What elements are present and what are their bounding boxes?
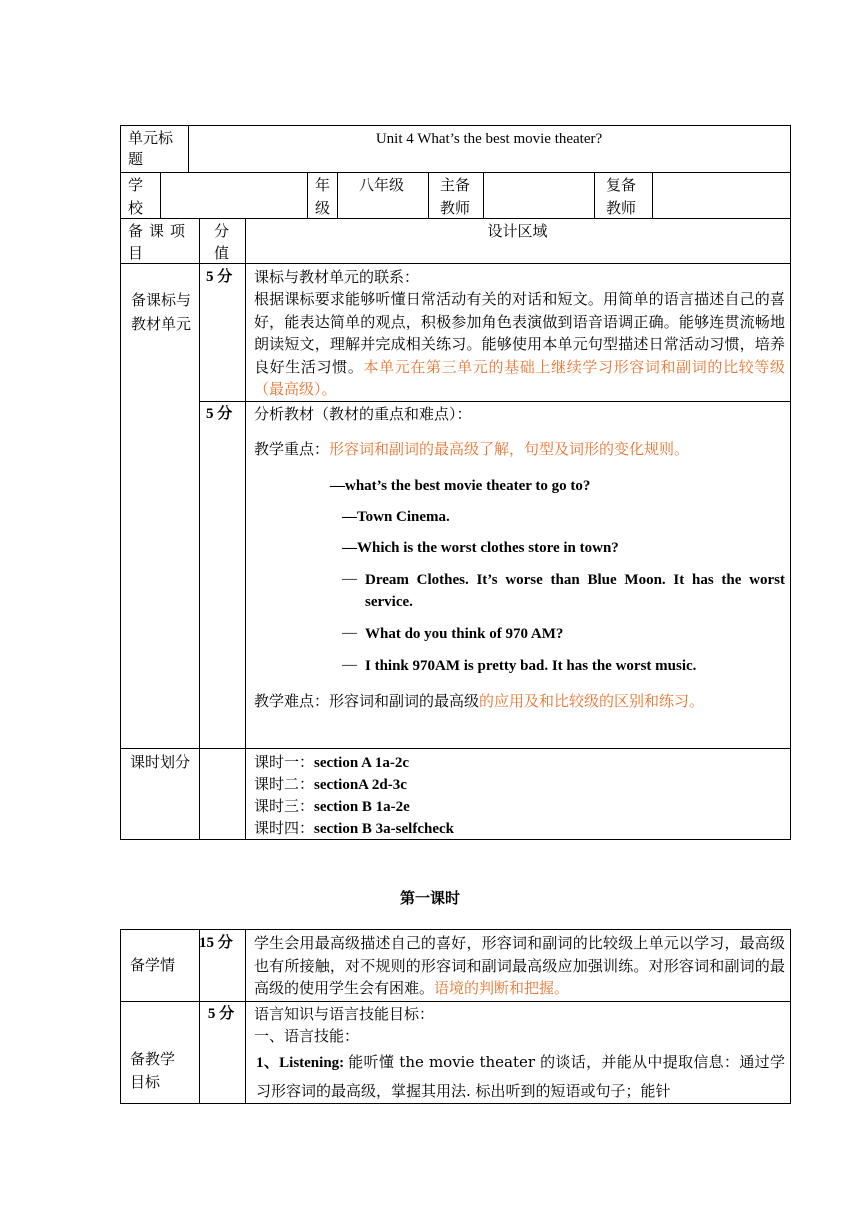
analysis-score: 5 分	[206, 406, 233, 422]
section-title: 第一课时	[399, 889, 460, 907]
students-score: 15 分	[199, 935, 233, 951]
period-2-text: sectionA 2d-3c	[314, 777, 407, 793]
standards-text-orange: 本单元在第三单元的基础上继续学习形容词和副词的比较等级（最高级）。	[254, 357, 785, 398]
dialogue-line-6: I think 970AM is pretty bad. It has the worst music.	[365, 658, 697, 674]
goals-line-2: 一、语言技能：	[254, 1027, 360, 1045]
goals-line-1: 语言知识与语言技能目标：	[254, 1005, 435, 1023]
students-text-orange: 语境的判断和把握。	[434, 979, 570, 997]
period-3-text: section B 1a-2e	[314, 799, 410, 815]
dialogue-dash-5: —	[342, 625, 357, 641]
grade-label: 年级	[315, 176, 331, 217]
unit-title: Unit 4 What’s the best movie theater?	[375, 131, 603, 147]
goals-label: 备教学目标	[130, 1050, 176, 1091]
standards-score: 5 分	[206, 269, 233, 285]
dialogue-dash-6: —	[342, 657, 357, 673]
lead-teacher-label: 主备教师	[440, 176, 471, 217]
period-4	[254, 817, 454, 840]
students-text	[254, 932, 785, 1000]
dialogue-line-3: —Which is the worst clothes store in town?	[342, 540, 619, 556]
difficulty-point	[254, 690, 704, 712]
analysis-heading: 分析教材（教材的重点和难点）：	[254, 405, 472, 423]
header-score: 分值	[214, 222, 230, 262]
dialogue-line-1: —what’s the best movie theater to go to?	[330, 478, 591, 494]
listening-text: 能听懂 the movie theater 的谈话，并能从中提取信息：通过学习形容词的最高级，掌握其用法. 标出听到的短语或句子；能针	[256, 1053, 785, 1100]
grade-value: 八年级	[359, 176, 405, 194]
period-1-text: section A 1a-2c	[314, 755, 410, 771]
dialogue-line-4: Dream Clothes. It’s worse than Blue Moon. It has the worst service.	[365, 572, 785, 610]
students-label: 备学情	[130, 956, 176, 974]
key-point-text: 形容词和副词的最高级了解，句型及词形的变化规则。	[329, 440, 690, 458]
period-2	[254, 773, 407, 796]
period-2-prefix: 课时二：	[254, 775, 315, 793]
period-4-text: section B 3a-selfcheck	[314, 821, 454, 837]
goals-line-3	[256, 1048, 785, 1106]
periods-label: 课时划分	[130, 753, 191, 771]
goals-score: 5 分	[207, 1006, 235, 1022]
unit-title-label: 单元标题	[128, 129, 174, 168]
standards-text-black: 根据课标要求能够听懂日常活动有关的对话和短文。用简单的语言描述自己的喜好，能表达简单的观点，积极参加角色表演做到语音语调正确。能够连贯流畅地朗读短文，理解并完成相关练习。能够使用本单元句型描述日常活动习惯，培养良好生活习惯。	[254, 290, 785, 376]
period-1	[254, 751, 409, 774]
students-text-black: 学生会用最高级描述自己的喜好，形容词和副词的比较级上单元以学习，最高级也有所接触，对不规则的形容词和副词最高级应加强训练。对形容词和副词的最高级的使用学生会有困难。	[254, 934, 785, 997]
dialogue-line-2: —Town Cinema.	[342, 509, 450, 525]
period-4-prefix: 课时四：	[254, 819, 315, 837]
standards-text	[254, 288, 785, 401]
header-item: 备课项目	[128, 222, 192, 262]
dialogue-line-5: What do you think of 970 AM?	[365, 626, 564, 642]
school-label: 学校	[128, 176, 144, 217]
dialogue-dash-4: —	[342, 571, 357, 587]
period-3-prefix: 课时三：	[254, 797, 315, 815]
header-design: 设计区域	[487, 222, 548, 240]
period-3	[254, 795, 410, 818]
standards-label: 备课标与教材单元	[130, 291, 191, 333]
period-1-prefix: 课时一：	[254, 753, 315, 771]
key-point	[254, 438, 689, 460]
listening-prefix: 1、Listening:	[256, 1055, 349, 1071]
standards-heading: 课标与教材单元的联系：	[254, 268, 420, 286]
review-teacher-label: 复备教师	[606, 176, 637, 217]
difficulty-text: 的应用及和比较级的区别和练习。	[479, 692, 705, 710]
key-point-label: 教学重点：	[254, 440, 330, 458]
difficulty-label: 教学难点：形容词和副词的最高级	[254, 692, 480, 710]
